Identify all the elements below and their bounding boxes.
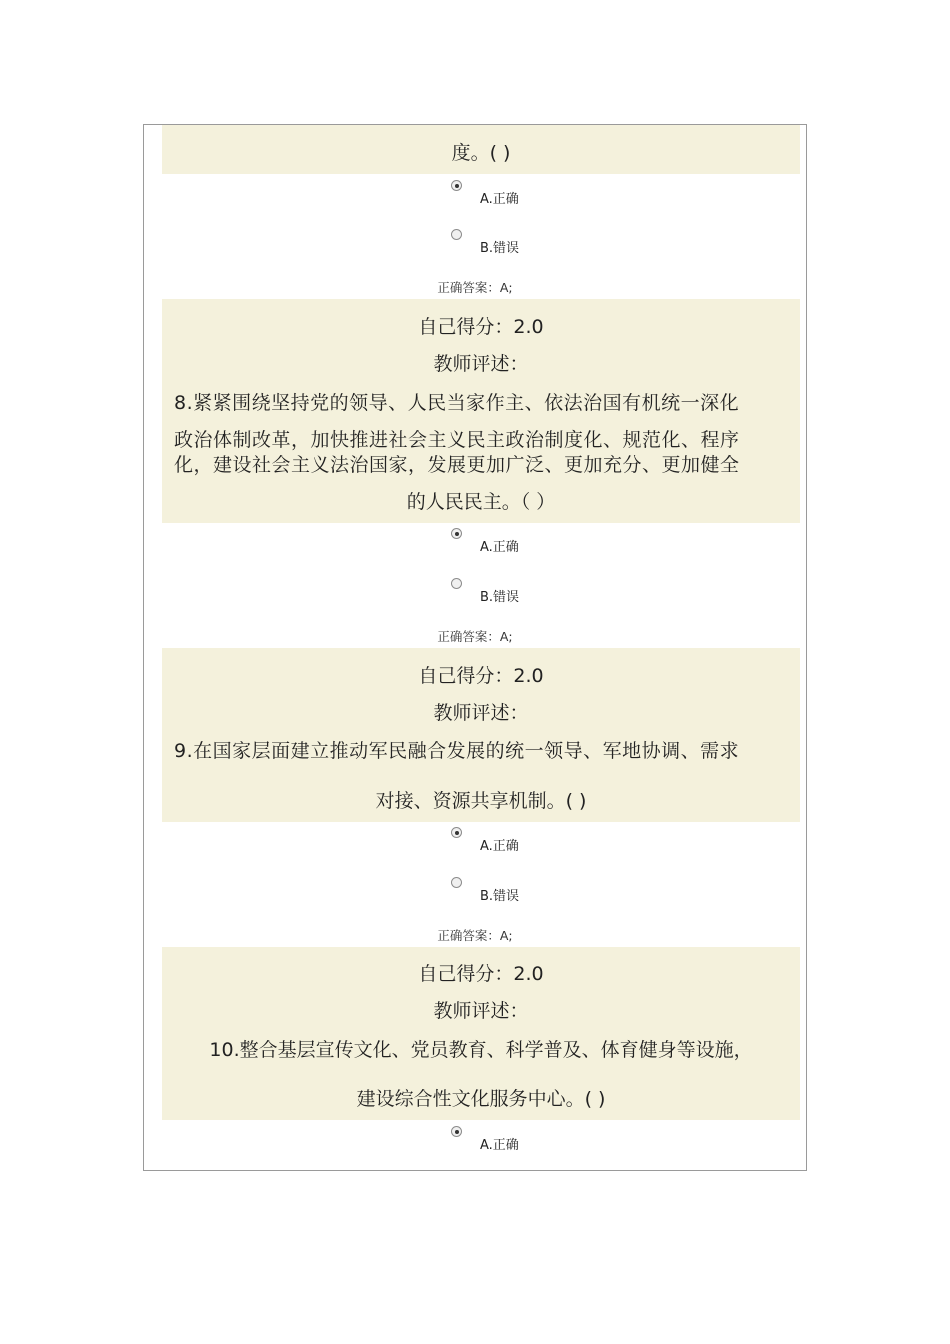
radio-unselected-icon[interactable] <box>451 229 462 240</box>
exam-review-panel <box>143 124 807 1171</box>
score-text: 自己得分：2.0 <box>418 316 544 338</box>
correct-answer: 正确答案：A; <box>437 928 513 943</box>
radio-selected-icon[interactable] <box>451 827 462 838</box>
option-a[interactable] <box>144 180 806 206</box>
option-label: A.正确 <box>480 540 519 555</box>
radio-unselected-icon[interactable] <box>451 877 462 888</box>
question-band <box>162 648 800 822</box>
question-text: 的人民民主。（ ） <box>406 491 556 513</box>
option-label: A.正确 <box>480 192 519 207</box>
option-a[interactable] <box>144 827 806 853</box>
question-band <box>162 125 800 174</box>
question-text: 对接、资源共享机制。( ) <box>375 790 587 812</box>
teacher-comment-label: 教师评述： <box>433 702 529 724</box>
option-b[interactable] <box>144 229 806 255</box>
teacher-comment-label: 教师评述： <box>433 353 529 375</box>
question-band <box>162 947 800 1120</box>
radio-selected-icon[interactable] <box>451 1126 462 1137</box>
question-text: 建设综合性文化服务中心。( ) <box>356 1088 606 1110</box>
question-text: 化，建设社会主义法治国家，发展更加广泛、更加充分、更加健全 <box>174 454 740 476</box>
option-a[interactable] <box>144 528 806 554</box>
radio-selected-icon[interactable] <box>451 180 462 191</box>
correct-answer: 正确答案：A; <box>437 280 513 295</box>
teacher-comment-label: 教师评述： <box>433 1000 529 1022</box>
correct-answer: 正确答案：A; <box>437 629 513 644</box>
score-text: 自己得分：2.0 <box>418 963 544 985</box>
option-a[interactable] <box>144 1126 806 1152</box>
option-b[interactable] <box>144 877 806 903</box>
radio-unselected-icon[interactable] <box>451 578 462 589</box>
option-label: A.正确 <box>480 1138 519 1153</box>
option-label: B.错误 <box>480 590 520 605</box>
question-text: 10.整合基层宣传文化、党员教育、科学普及、体育健身等设施， <box>209 1039 753 1061</box>
option-label: B.错误 <box>480 241 520 256</box>
question-text: 8.紧紧围绕坚持党的领导、人民当家作主、依法治国有机统一深化 <box>174 392 740 414</box>
question-text: 9.在国家层面建立推动军民融合发展的统一领导、军地协调、需求 <box>174 740 740 762</box>
question-band <box>162 299 800 523</box>
option-label: A.正确 <box>480 839 519 854</box>
score-text: 自己得分：2.0 <box>418 665 544 687</box>
option-label: B.错误 <box>480 889 520 904</box>
question-text: 政治体制改革，加快推进社会主义民主政治制度化、规范化、程序 <box>174 429 740 451</box>
option-b[interactable] <box>144 578 806 604</box>
question-text: 度。( ) <box>451 142 511 164</box>
radio-selected-icon[interactable] <box>451 528 462 539</box>
